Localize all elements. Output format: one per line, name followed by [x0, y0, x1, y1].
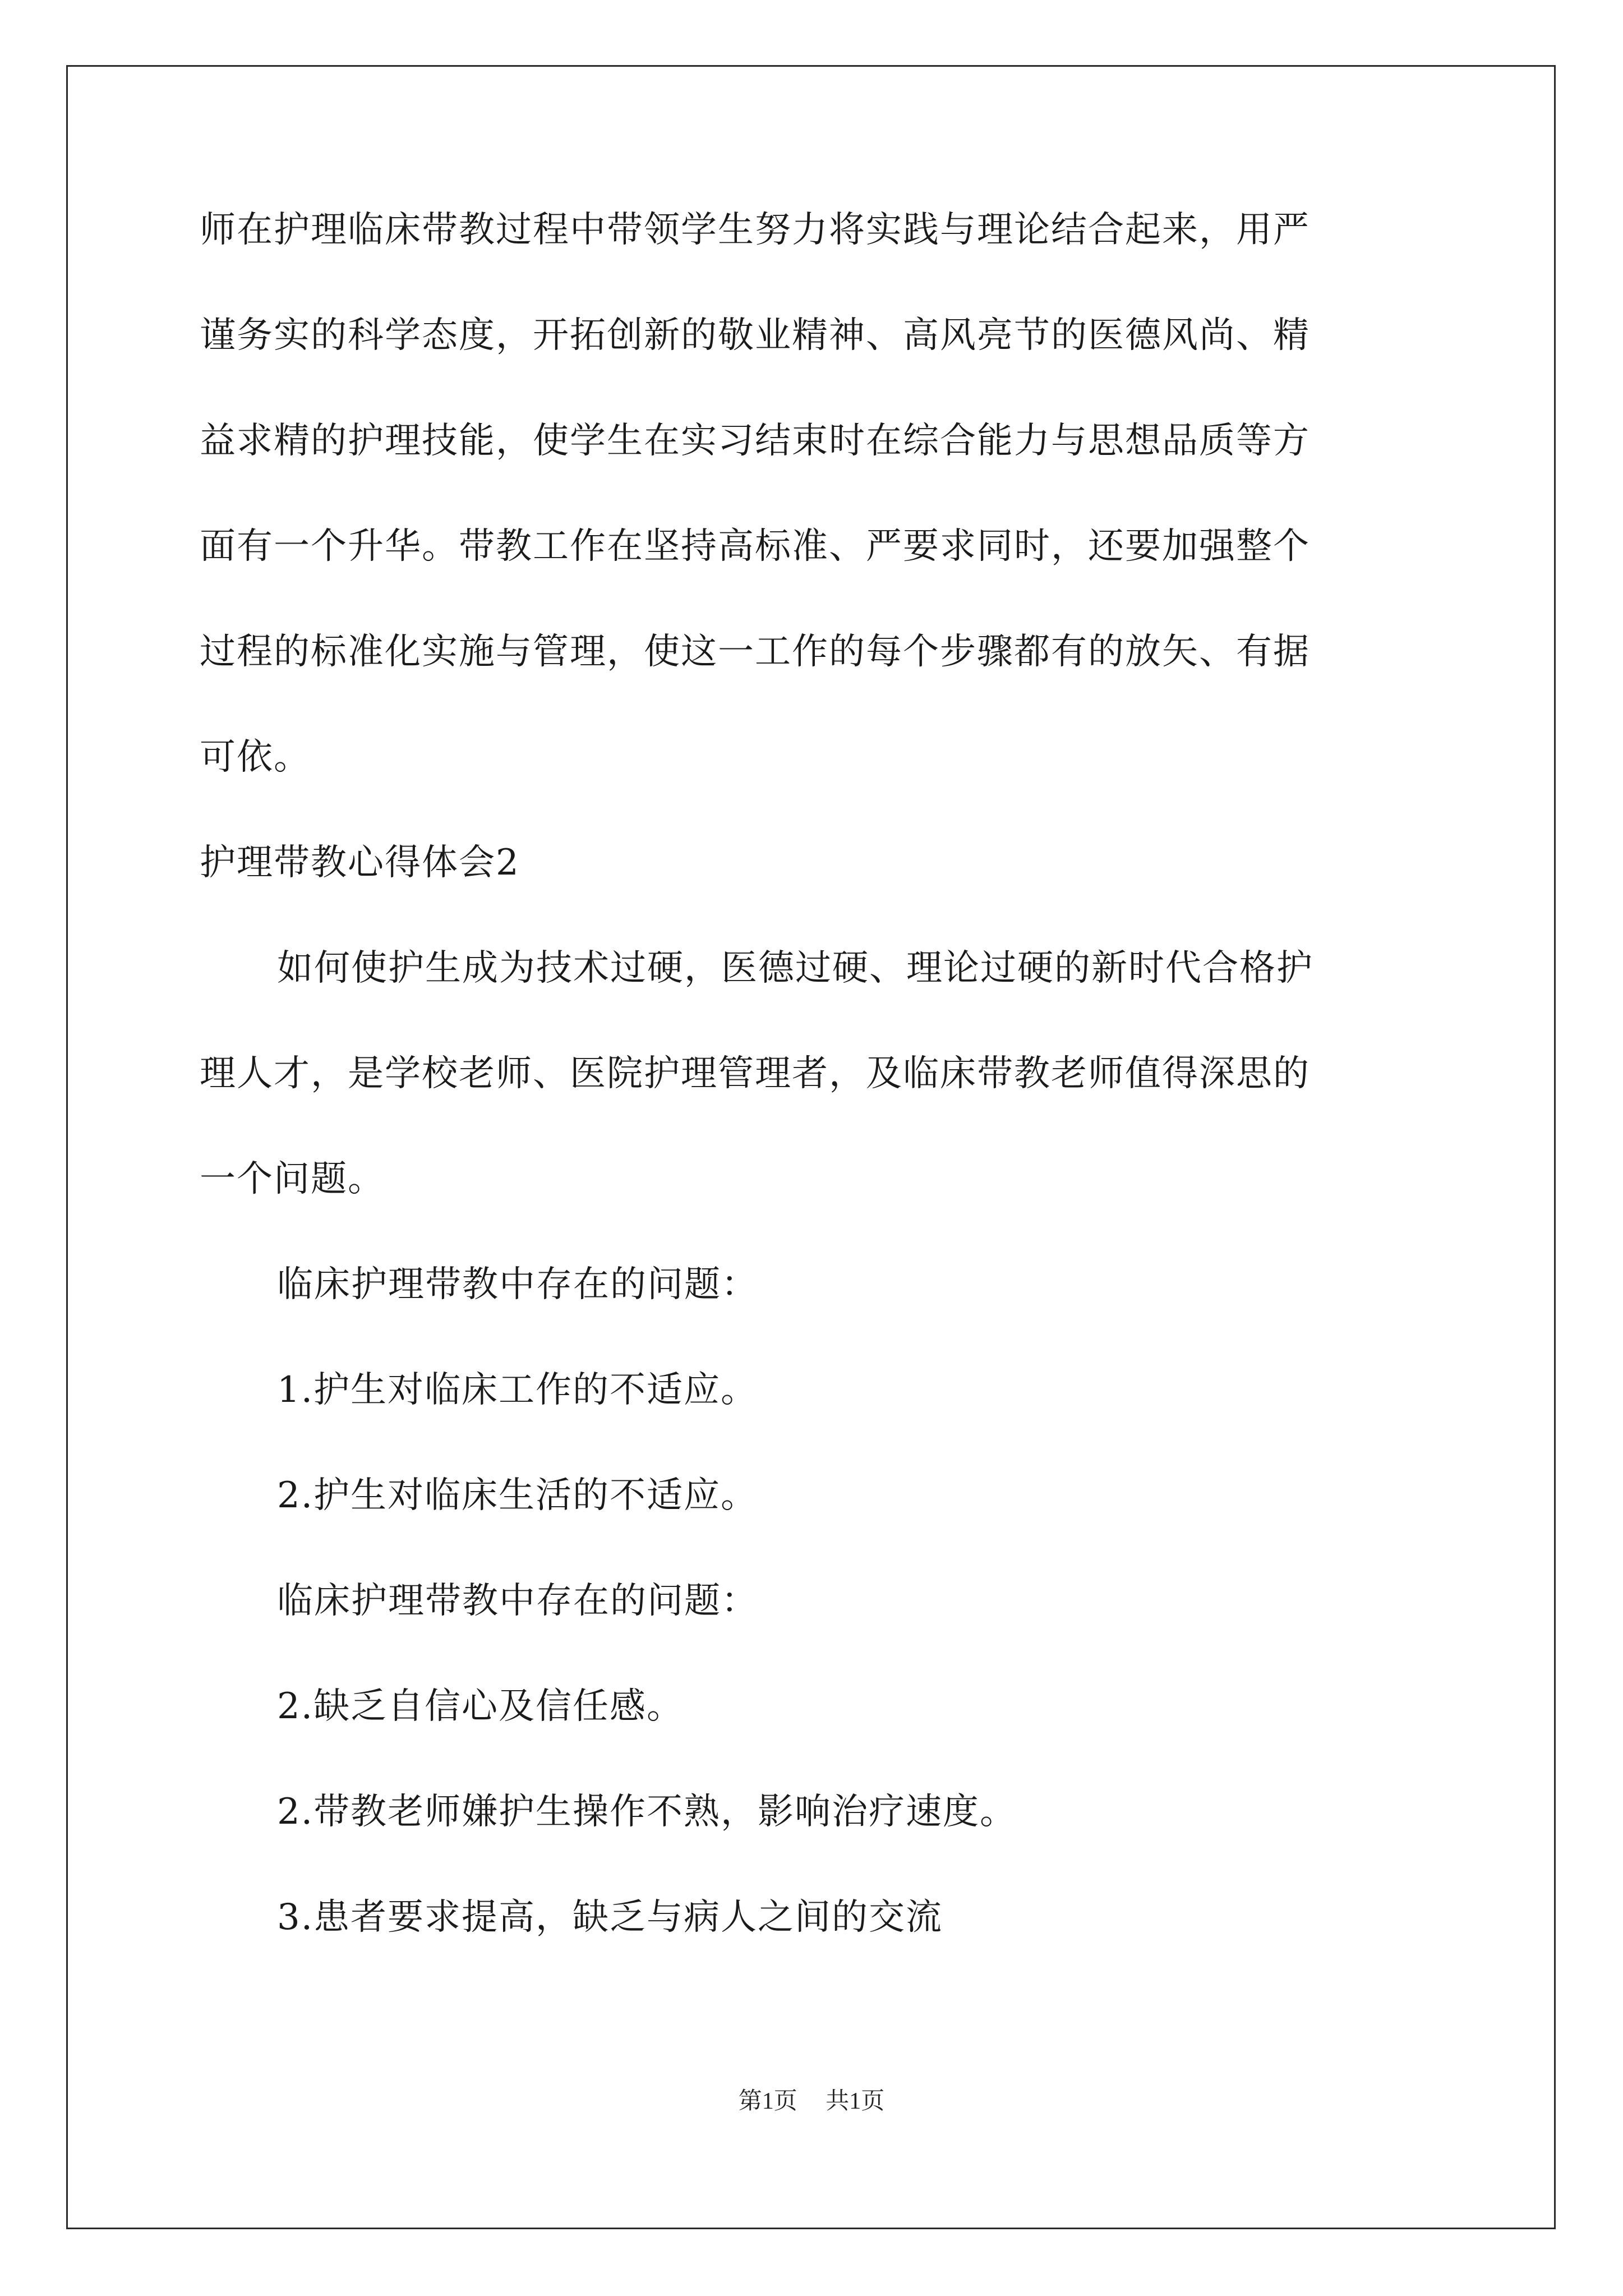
list-item: 2.护生对临床生活的不适应。: [277, 1475, 758, 1516]
page-total: 共1页: [826, 2088, 885, 2114]
paragraph-line: 过程的标准化实施与管理，使这一工作的每个步骤都有的放矢、有据: [200, 631, 1310, 673]
document-body: [200, 208, 1433, 2000]
paragraph-line: 理人才，是学校老师、医院护理管理者，及临床带教老师值得深思的: [200, 1053, 1310, 1094]
list-item: 3.患者要求提高，缺乏与病人之间的交流: [277, 1897, 943, 1938]
page-footer: [0, 2086, 1623, 2117]
page-number: 第1页: [738, 2088, 797, 2114]
list-item: 2.带教老师嫌护生操作不熟，影响治疗速度。: [277, 1791, 1017, 1833]
list-heading: 临床护理带教中存在的问题：: [277, 1264, 758, 1305]
list-item: 1.护生对临床工作的不适应。: [277, 1369, 758, 1411]
paragraph-line: 面有一个升华。带教工作在坚持高标准、严要求同时，还要加强整个: [200, 526, 1310, 567]
paragraph-line: 师在护理临床带教过程中带领学生努力将实践与理论结合起来，用严: [200, 209, 1310, 251]
paragraph-line: 如何使护生成为技术过硬，医德过硬、理论过硬的新时代合格护: [277, 947, 1313, 989]
paragraph-line: 谨务实的科学态度，开拓创新的敬业精神、高风亮节的医德风尚、精: [200, 315, 1310, 356]
paragraph-line: 益求精的护理技能，使学生在实习结束时在综合能力与思想品质等方: [200, 420, 1310, 462]
list-item: 2.缺乏自信心及信任感。: [277, 1686, 684, 1727]
paragraph-line: 可依。: [200, 737, 311, 778]
section-title: 护理带教心得体会2: [200, 842, 520, 884]
paragraph-line: 一个问题。: [200, 1158, 385, 1200]
list-heading: 临床护理带教中存在的问题：: [277, 1580, 758, 1622]
